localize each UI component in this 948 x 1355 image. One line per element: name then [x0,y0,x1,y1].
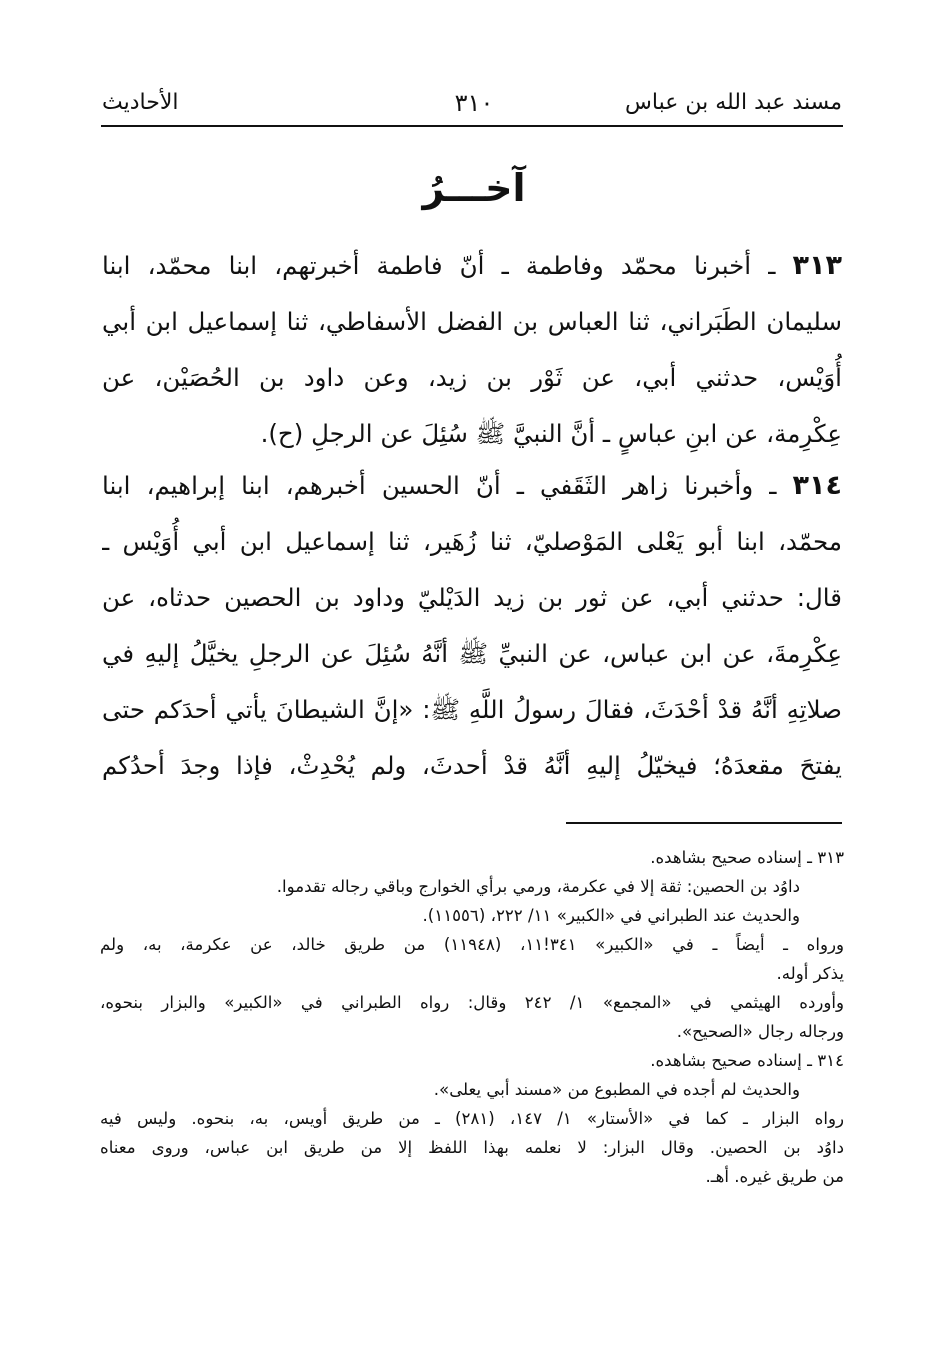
footnote-313-line-3: ورواه ـ أيضاً ـ في «الكبير» ٣٤١!١١، (١١٩٤٨) من طريق خالد، عن عكرمة، به، ولم [100,935,844,954]
footnotes [100,843,844,1191]
footnote-314-label: ٣١٤ ـ إسناده صحيح بشاهده. [650,1051,844,1070]
hadith-314 [102,458,842,794]
footnote-313-line-1: داوُد بن الحصين: ثقة إلا في عكرمة، ورمي برأي الخوارج وباقي رجاله تقدموا. [276,877,800,896]
page-number: ٣١٠ [454,89,494,117]
footnote-313-label: ٣١٣ ـ إسناده صحيح بشاهده. [650,848,844,867]
hadith-314-line-5: صلاتِهِ أنَّهُ قدْ أحْدَثَ، فقالَ رسولُ اللَّهِ ﷺ: «إنَّ الشيطانَ يأتي أحدَكم حتى [102,695,842,724]
hadith-314-line-2: محمّد، ابنا أبو يَعْلى المَوْصليّ، ثنا زُهَير، ثنا إسماعيل ابن أبي أُوَيْس ـ [102,527,842,556]
hadith-313-line-1: ٣١٣ ـ أخبرنا محمّد وفاطمة ـ أنّ فاطمة أخبرتهم، ابنا محمّد، ابنا [102,250,842,281]
hadith-314-number: ٣١٤ [792,470,842,501]
footnote-divider [566,822,842,824]
header-divider [101,125,843,127]
running-header-book-title: مسند عبد الله بن عباس [625,90,842,115]
chapter-heading: آخـــرُ [422,166,526,210]
hadith-314-line-3: قال: حدثني أبي، عن ثور بن زيد الدَيْليّ وداود بن الحصين حدثاه، عن [102,583,842,612]
footnote-313-line-6: ورجاله رجال «الصحيح». [676,1022,844,1041]
hadith-313 [102,238,842,462]
footnote-314-line-2: رواه البزار ـ كما في «الأستار» ١/ ١٤٧، (٢٨١) ـ من طريق أويس، به، بنحوه. وليس فيه [100,1109,844,1128]
footnote-314-line-3: داوُد بن الحصين. وقال البزار: لا نعلمه بهذا اللفظ إلا من طريق ابن عباس، وروى معناه [100,1138,844,1157]
hadith-313-line-4: عِكْرِمة، عن ابنِ عباسٍ ـ أنَّ النبيَّ ﷺ سُئِلَ عن الرجلِ (ح). [260,419,842,448]
footnote-313-line-4: يذكر أوله. [776,964,844,983]
footnote-314-line-1: والحديث لم أجده في المطبوع من «مسند أبي يعلى». [433,1080,800,1099]
footnote-313-line-2: والحديث عند الطبراني في «الكبير» ١١/ ٢٢٢، (١١٥٥٦). [422,906,800,925]
hadith-314-line-4: عِكْرِمةَ، عن ابن عباس، عن النبيِّ ﷺ أنَّهُ سُئِلَ عن الرجلِ يخيَّلُ إليهِ في [102,639,842,668]
running-header-section: الأحاديث [102,90,179,115]
footnote-314-line-4: من طريق غيره. أهـ. [705,1167,844,1186]
hadith-313-line-3: أُوَيْس، حدثني أبي، عن ثَوْر بن زيد، وعن داود بن الحُصَيْن، عن [102,363,842,392]
hadith-313-line-2: سليمان الطَبَراني، ثنا العباس بن الفضل الأسفاطي، ثنا إسماعيل ابن أبي [102,307,842,336]
hadith-314-line-1: ٣١٤ ـ وأخبرنا زاهر الثَقَفي ـ أنّ الحسين أخبرهم، ابنا إبراهيم، ابنا [102,470,842,501]
hadith-314-line-6: يفتحَ مقعدَهُ؛ فيخيّلُ إليهِ أنَّهُ قدْ أحدثَ، ولم يُحْدِثْ، فإذا وجدَ أحدُكم [102,751,842,780]
footnote-313-line-5: وأورده الهيثمي في «المجمع» ١/ ٢٤٢ وقال: رواه الطبراني في «الكبير» والبزار بنحوه، [100,993,844,1012]
hadith-313-number: ٣١٣ [792,250,842,281]
